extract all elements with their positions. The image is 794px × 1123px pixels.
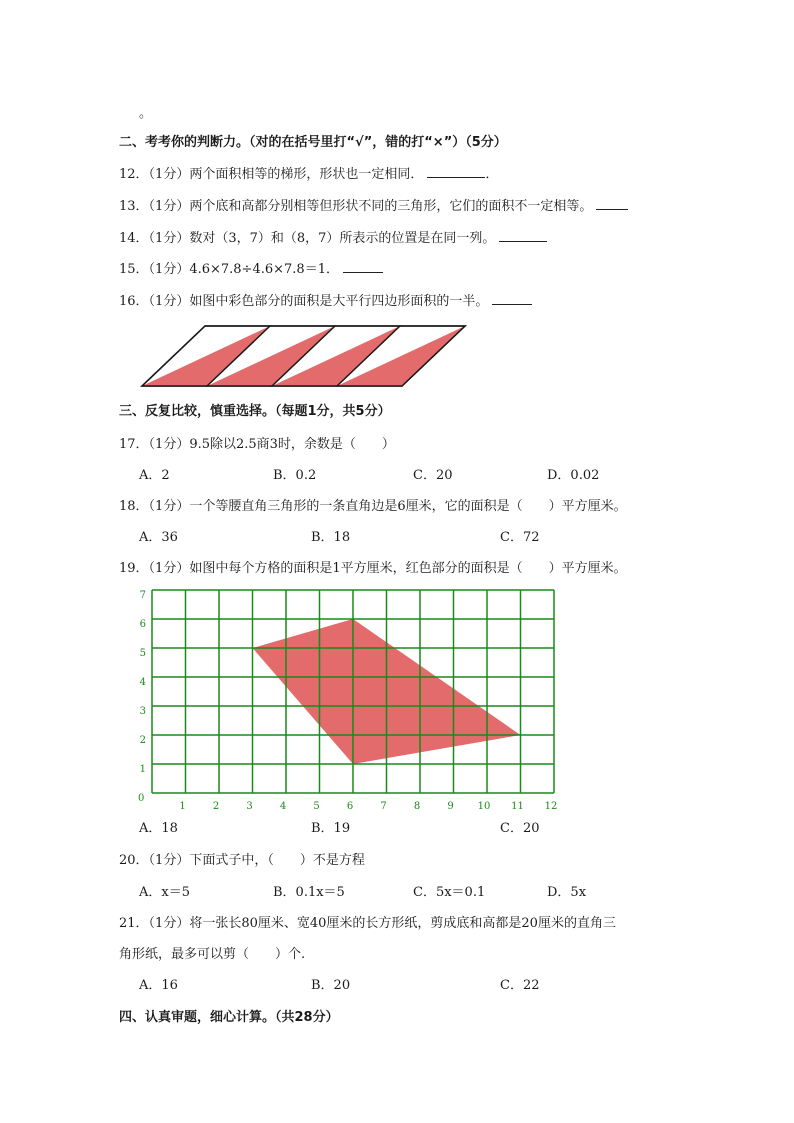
y-tick-label: 4 — [139, 677, 146, 688]
question-21-continued: 角形纸，最多可以剪（ ）个. — [119, 947, 306, 962]
question-16 — [119, 292, 532, 311]
grid-figure — [132, 585, 572, 811]
answer-blank-16[interactable] — [492, 292, 532, 305]
question-13 — [119, 197, 628, 216]
x-tick-label: 12 — [544, 801, 558, 811]
question-12-text: 12．（1分）两个面积相等的梯形，形状也一定相同． — [119, 167, 424, 182]
x-tick-label: 8 — [413, 801, 421, 811]
question-18: 18．（1分）一个等腰直角三角形的一条直角边是6厘米，它的面积是（ ）平方厘米。 — [119, 499, 627, 514]
question-16-text: 16．（1分）如图中彩色部分的面积是大平行四边形面积的一半。 — [119, 294, 489, 309]
top-punctuation: 。 — [139, 106, 153, 121]
option-20-c[interactable]: C．5x＝0.1 — [413, 885, 486, 900]
x-tick-label: 11 — [511, 801, 524, 811]
question-13-text: 13．（1分）两个底和高都分别相等但形状不同的三角形，它们的面积不一定相等。 — [119, 199, 593, 214]
option-21-c[interactable]: C．22 — [500, 978, 540, 993]
question-14 — [119, 229, 547, 248]
y-tick-label: 6 — [139, 619, 146, 630]
option-18-b[interactable]: B．18 — [311, 530, 351, 545]
x-tick-label: 3 — [246, 801, 253, 811]
y-tick-label: 1 — [139, 764, 146, 775]
question-20: 20．（1分）下面式子中，（ ）不是方程 — [119, 853, 365, 868]
x-tick-label: 4 — [279, 801, 287, 811]
answer-blank-15[interactable] — [343, 260, 383, 273]
option-17-c[interactable]: C．20 — [413, 468, 453, 483]
section-4-title: 四、认真审题，细心计算。（共28分） — [119, 1010, 339, 1025]
option-21-b[interactable]: B．20 — [311, 978, 351, 993]
y-tick-label: 2 — [139, 735, 146, 746]
option-18-c[interactable]: C．72 — [500, 530, 540, 545]
question-14-text: 14．（1分）数对（3，7）和（8，7）所表示的位置是在同一列。 — [119, 231, 496, 246]
option-19-c[interactable]: C．20 — [500, 821, 540, 836]
question-15 — [119, 260, 383, 279]
option-18-a[interactable]: A．36 — [139, 530, 178, 545]
x-tick-label: 10 — [477, 801, 491, 811]
answer-blank-13[interactable] — [596, 197, 628, 210]
option-19-a[interactable]: A．18 — [139, 821, 178, 836]
section-2-title: 二、考考你的判断力。（对的在括号里打“√”，错的打“×”）（5分） — [119, 135, 507, 150]
option-20-b[interactable]: B．0.1x＝5 — [273, 885, 345, 900]
option-17-a[interactable]: A．2 — [139, 468, 170, 483]
question-17: 17．（1分）9.5除以2.5商3时，余数是（ ） — [119, 437, 395, 452]
x-tick-label: 2 — [212, 801, 220, 811]
axis-origin-label: 0 — [138, 793, 145, 804]
option-17-d[interactable]: D．0.02 — [547, 468, 600, 483]
answer-blank-12[interactable] — [427, 165, 485, 178]
option-17-b[interactable]: B．0.2 — [273, 468, 317, 483]
parallelogram-figure — [138, 322, 473, 390]
question-21: 21．（1分）将一张长80厘米、宽40厘米的长方形纸，剪成底和高都是20厘米的直角三 — [119, 916, 616, 931]
y-tick-label: 3 — [139, 706, 146, 717]
option-19-b[interactable]: B．19 — [311, 821, 351, 836]
option-20-d[interactable]: D．5x — [547, 885, 587, 900]
question-12-tail: ． — [485, 167, 499, 182]
x-tick-label: 1 — [179, 801, 186, 811]
question-15-text: 15．（1分）4.6×7.8÷4.6×7.8＝1． — [119, 262, 339, 277]
y-tick-label: 5 — [139, 648, 146, 659]
answer-blank-14[interactable] — [499, 229, 547, 242]
question-19: 19．（1分）如图中每个方格的面积是1平方厘米，红色部分的面积是（ ）平方厘米。 — [119, 561, 627, 576]
x-tick-label: 5 — [313, 801, 320, 811]
option-20-a[interactable]: A．x＝5 — [139, 885, 190, 900]
y-tick-label: 7 — [139, 590, 146, 601]
x-tick-label: 9 — [447, 801, 454, 811]
x-tick-label: 7 — [380, 801, 387, 811]
question-12 — [119, 165, 498, 184]
x-tick-label: 6 — [346, 801, 354, 811]
section-3-title: 三、反复比较，慎重选择。（每题1分，共5分） — [119, 404, 391, 419]
option-21-a[interactable]: A．16 — [139, 978, 178, 993]
